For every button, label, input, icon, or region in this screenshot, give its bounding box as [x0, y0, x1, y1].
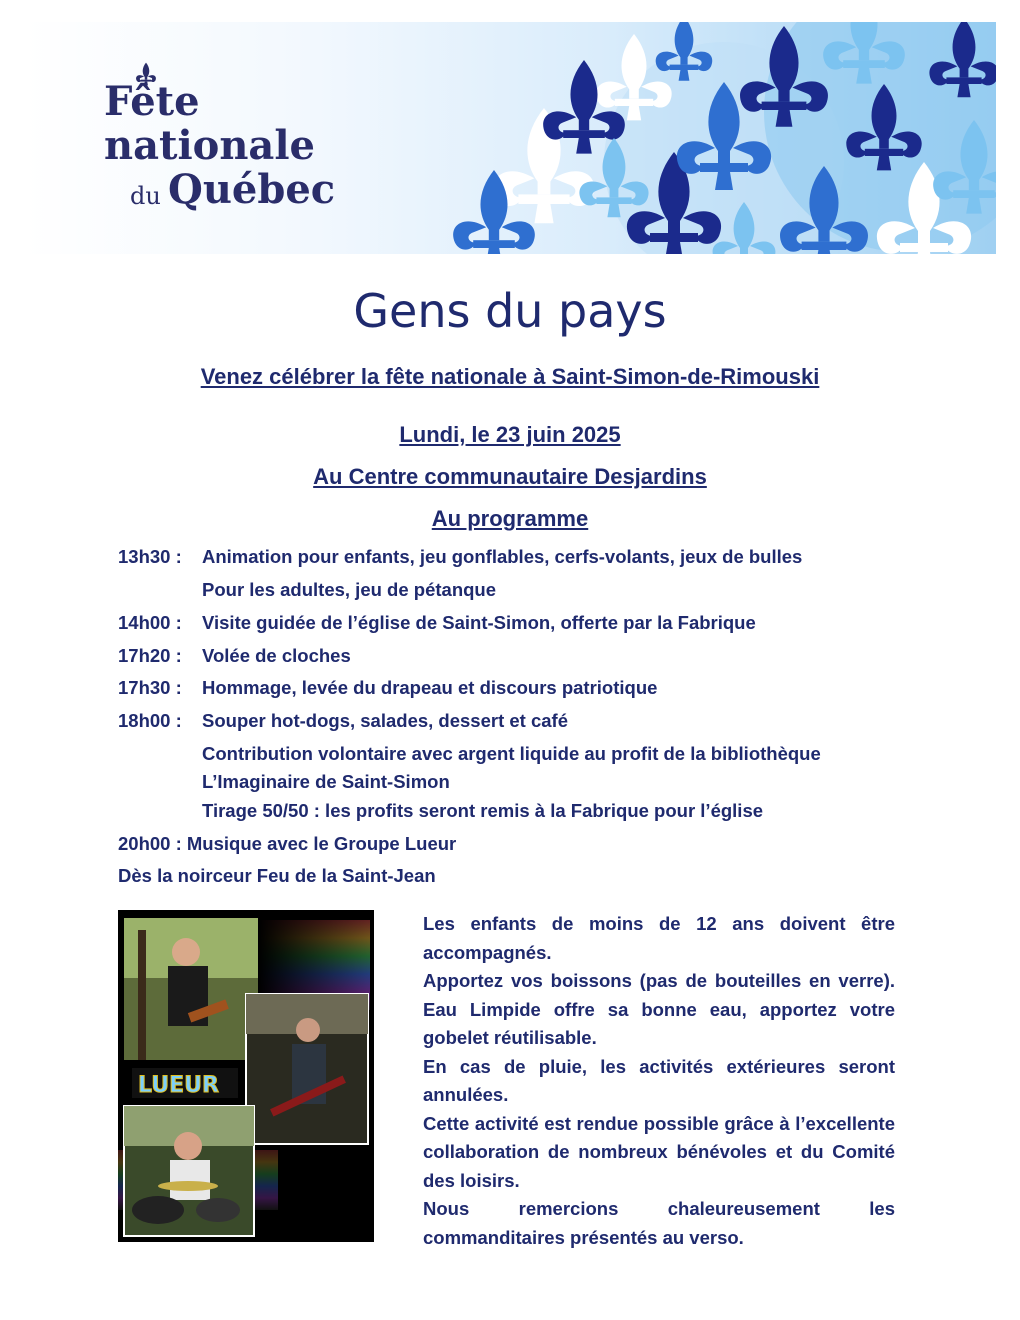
collage-graphic: [118, 910, 374, 1242]
program-time: 13h30 :: [118, 546, 182, 567]
program-item: [118, 543, 802, 570]
program-line: Dès la noirceur Feu de la Saint-Jean: [118, 865, 436, 886]
program-time: 17h30 :: [118, 677, 182, 698]
note-paragraph: Nous remercions chaleureusement les commanditaires présentés au verso.: [423, 1198, 895, 1248]
program-extra: Pour les adultes, jeu de pétanque: [202, 579, 497, 600]
program-desc: Souper hot-dogs, salades, dessert et café: [202, 710, 568, 731]
program-line: 20h00 : Musique avec le Groupe Lueur: [118, 833, 457, 854]
program-item: [118, 642, 351, 669]
band-photo-collage: [118, 910, 374, 1242]
event-notes: [423, 910, 895, 1252]
program-desc: Volée de cloches: [202, 645, 351, 666]
program-heading: Au programme: [431, 506, 589, 531]
event-location: Au Centre communautaire Desjardins: [313, 464, 707, 489]
program-item: [118, 674, 657, 701]
logo-line-3-small: du: [130, 182, 161, 210]
note-paragraph: Apportez vos boissons (pas de bouteilles en verre). Eau Limpide offre sa bonne eau, apportez votre gobelet réutilisable.: [423, 970, 895, 1048]
program-extra: L’Imaginaire de Saint-Simon: [202, 771, 450, 792]
program-desc: Visite guidée de l’église de Saint-Simon, offerte par la Fabrique: [202, 612, 756, 633]
event-date: Lundi, le 23 juin 2025: [399, 422, 621, 447]
band-logo-text: LUEUR: [138, 1073, 219, 1098]
program-desc: Hommage, levée du drapeau et discours patriotique: [202, 677, 658, 698]
program-item: [118, 609, 756, 636]
program-desc: Animation pour enfants, jeu gonflables, cerfs-volants, jeux de bulles: [202, 546, 803, 567]
note-paragraph: En cas de pluie, les activités extérieures seront annulées.: [423, 1055, 895, 1105]
header-banner: [24, 22, 996, 254]
program-time: 18h00 :: [118, 710, 182, 731]
program-time: 17h20 :: [118, 645, 182, 666]
fete-nationale-logo: [104, 62, 344, 242]
program-extra: Contribution volontaire avec argent liquide au profit de la bibliothèque: [202, 743, 821, 764]
page-title: Gens du pays: [353, 284, 667, 338]
logo-line-2: nationale: [104, 122, 315, 169]
program-time: 14h00 :: [118, 612, 182, 633]
program-extra: Tirage 50/50 : les profits seront remis à la Fabrique pour l’église: [202, 800, 764, 821]
note-paragraph: Cette activité est rendue possible grâce à l’excellente collaboration de nombreux bénévoles et du Comité des loisirs.: [423, 1112, 895, 1191]
logo-line-1: Fête: [104, 78, 200, 125]
subtitle: Venez célébrer la fête nationale à Saint-Simon-de-Rimouski: [200, 364, 820, 389]
logo-line-3-big: Québec: [168, 166, 336, 213]
program-item: [118, 707, 568, 734]
note-paragraph: Les enfants de moins de 12 ans doivent être accompagnés.: [423, 913, 895, 963]
